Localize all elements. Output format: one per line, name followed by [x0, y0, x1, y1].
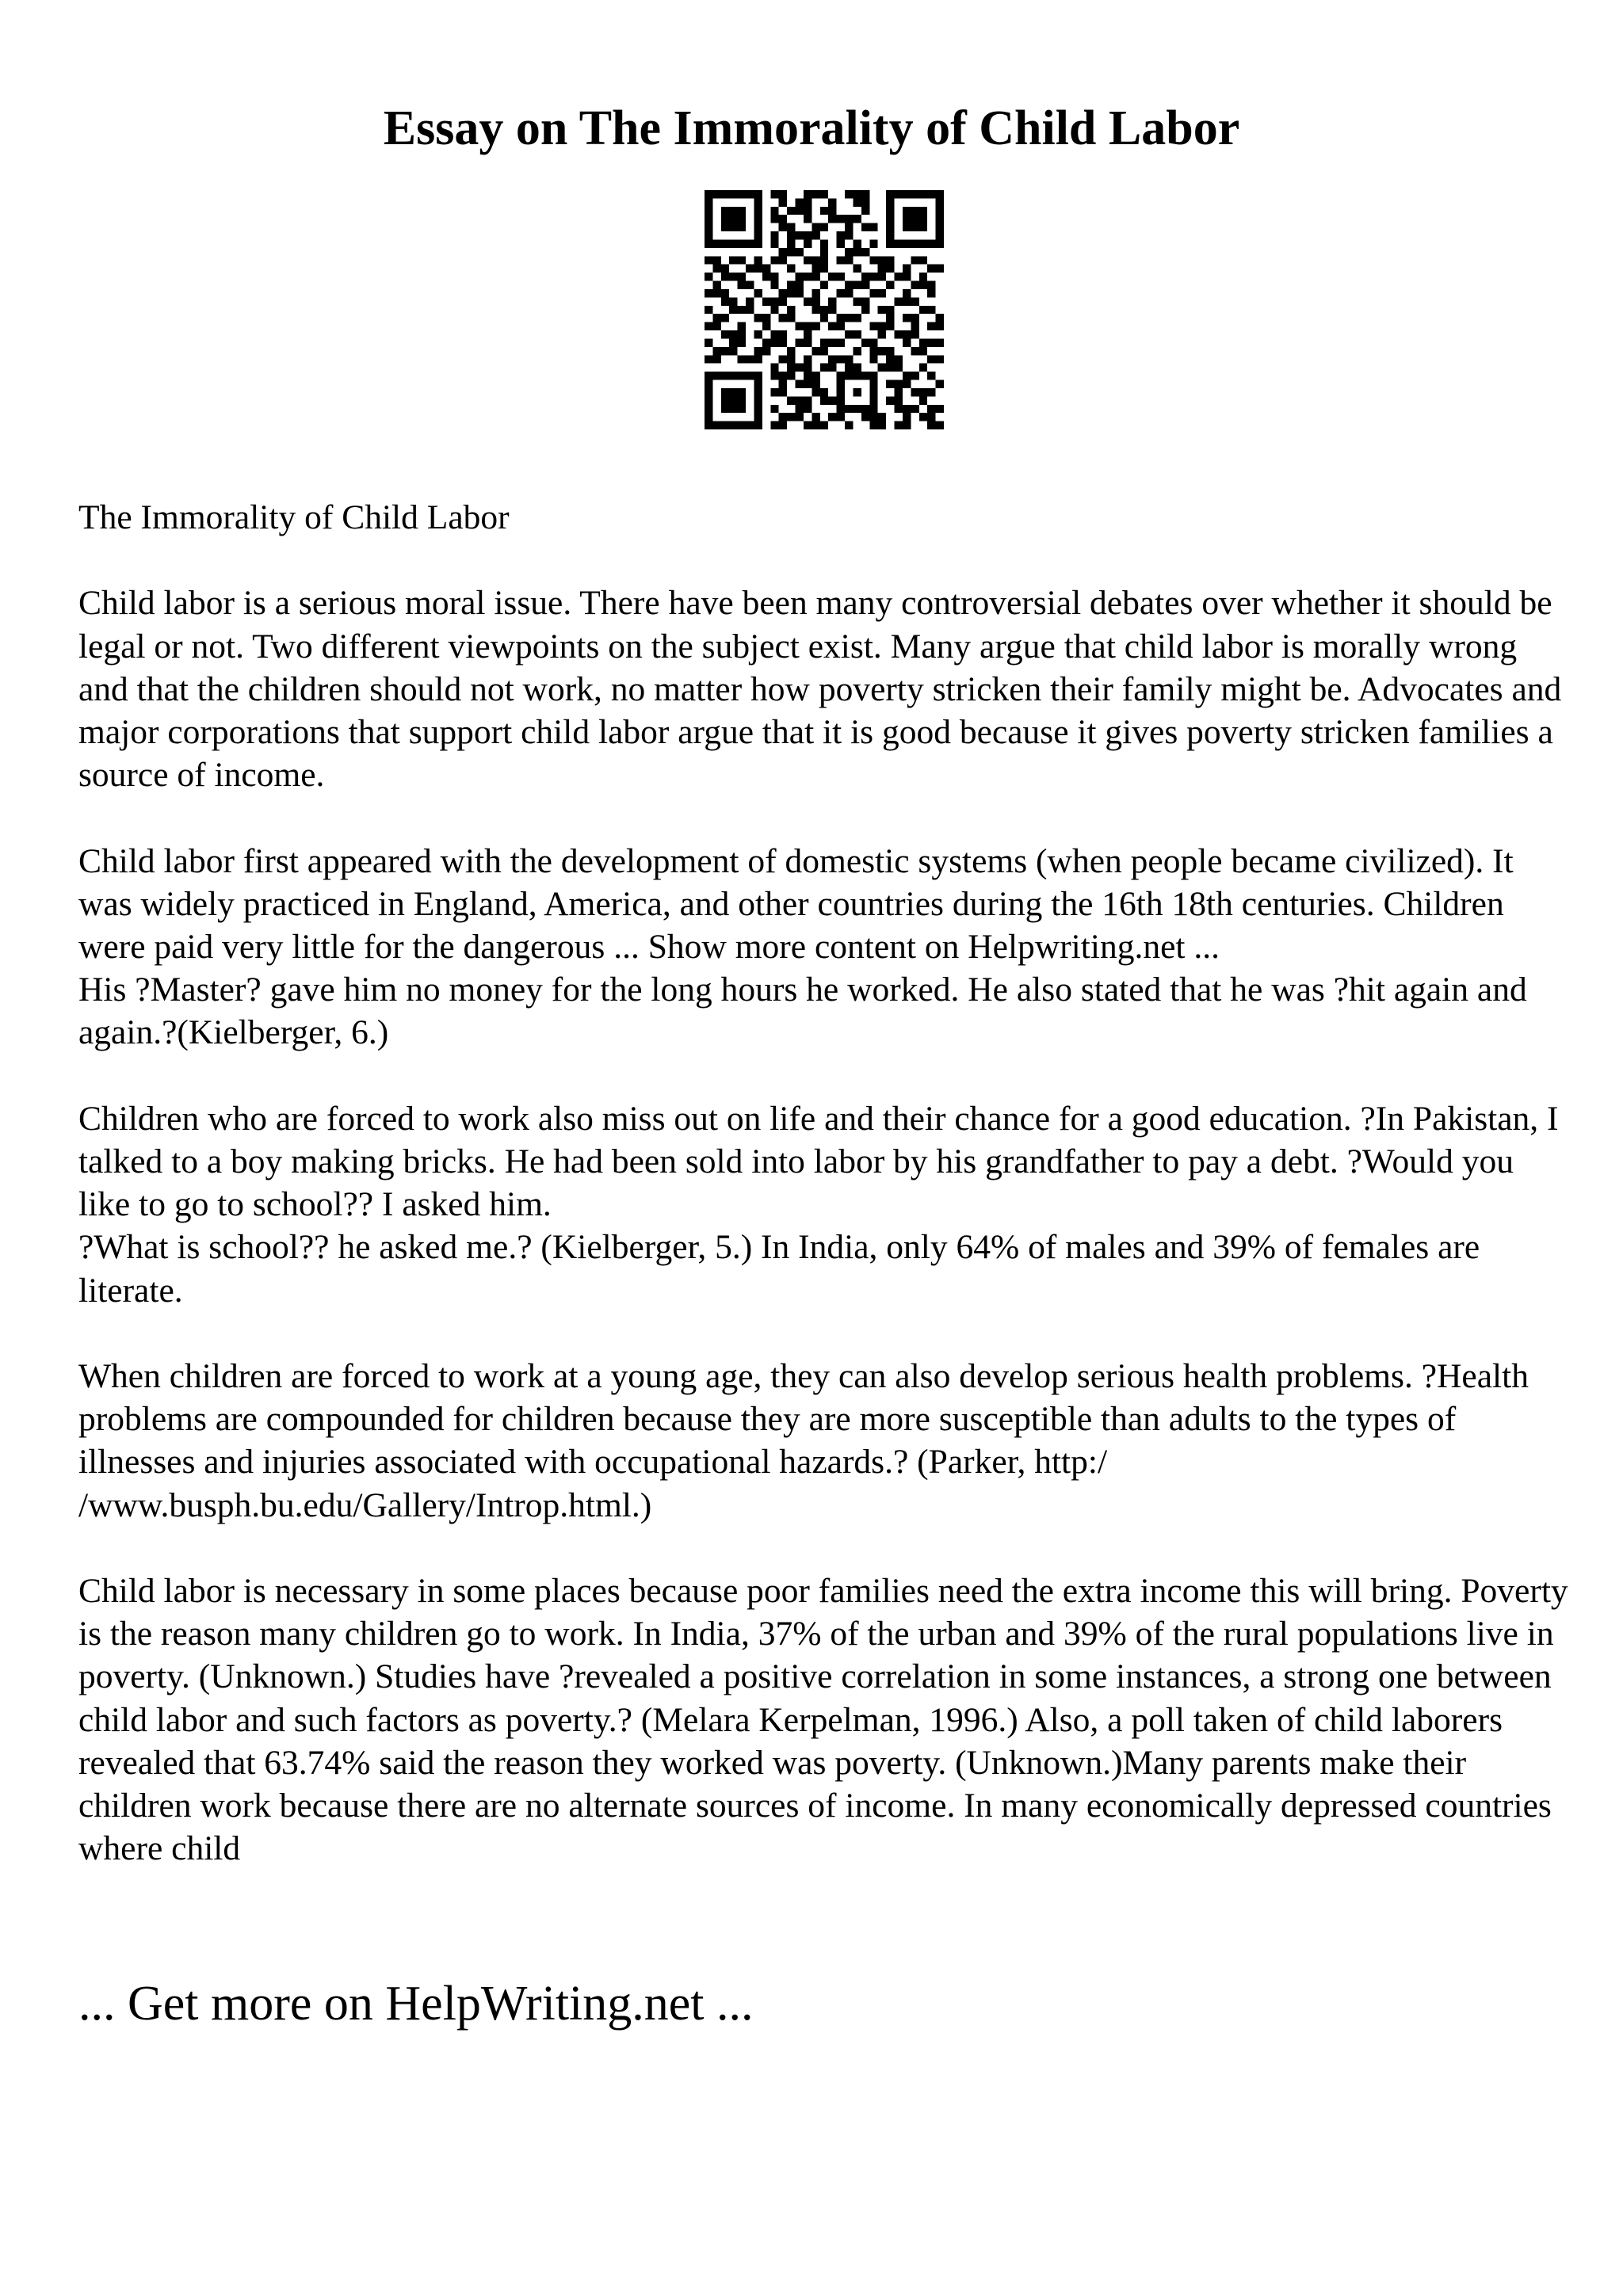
- essay-body: [78, 496, 1568, 1913]
- document-title: Essay on The Immorality of Child Labor: [383, 101, 1240, 155]
- paragraph: ?What is school?? he asked me.? (Kielberger, 5.) In India, only 64% of males and 39% of females are literate.: [78, 1228, 1480, 1310]
- essay-subtitle: The Immorality of Child Labor: [78, 498, 510, 536]
- qr-code-icon[interactable]: [705, 190, 944, 429]
- paragraph: His ?Master? gave him no money for the long hours he worked. He also stated that he was ?hit again and again.?(Kielberger, 6.): [78, 971, 1527, 1052]
- get-more-link[interactable]: ... Get more on HelpWriting.net ...: [78, 1977, 754, 2031]
- paragraph: Children who are forced to work also miss out on life and their chance for a good education. ?In Pakistan, I talked to a boy making bricks. He had been sold into labor by his grandfather to pay a debt. ?Would you like to go to school?? I asked him.: [78, 1099, 1559, 1224]
- paragraph: Child labor is necessary in some places because poor families need the extra income this will bring. Poverty is the reason many children go to work. In India, 37% of the urban and 39% of the rural populations live in poverty. (Unknown.) Studies have ?revealed a positive correlation in some instances, a strong one between child labor and such factors as poverty.? (Melara Kerpelman, 1996.) Also, a poll taken of child laborers revealed that 63.74% said the reason they worked was poverty. (Unknown.)Many parents make their children work because there are no alternate sources of income. In many economically depressed countries where child: [78, 1572, 1568, 1868]
- paragraph: Child labor is a serious moral issue. There have been many controversial debates over whether it should be legal or not. Two different viewpoints on the subject exist. Many argue that child labor is morally wrong and that the children should not work, no matter how poverty stricken their family might be. Advocates and major corporations that support child labor argue that it is good because it gives poverty stricken families a source of income.: [78, 584, 1562, 795]
- paragraph: Child labor first appeared with the development of domestic systems (when people became civilized). It was widely practiced in England, America, and other countries during the 16th 18th centuries. Children were paid very little for the dangerous ... Show more content on Helpwriting.net ...: [78, 841, 1514, 966]
- paragraph: When children are forced to work at a young age, they can also develop serious health problems. ?Health problems are compounded for children because they are more susceptible than adults to the types of illnesses and injuries associated with occupational hazards.? (Parker, http:/ /www.busph.bu.edu/Gallery/Introp.html.): [78, 1357, 1529, 1524]
